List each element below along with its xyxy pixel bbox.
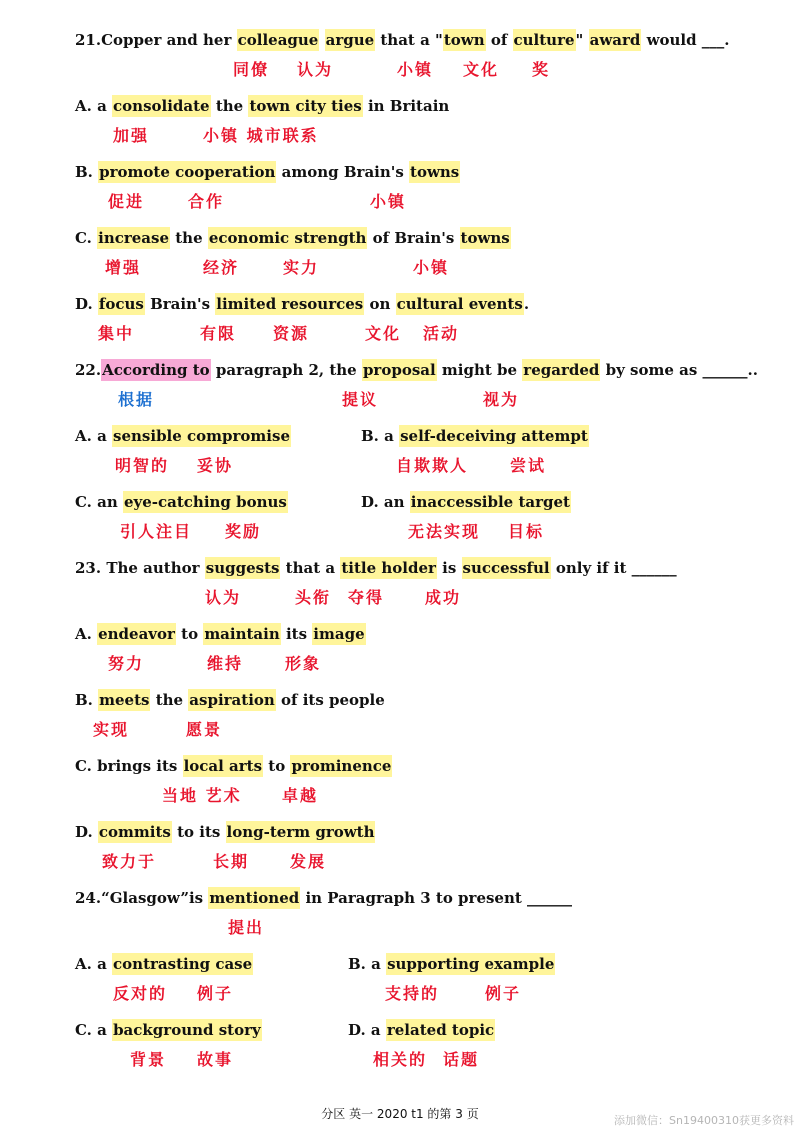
annotation-note: 支持的 <box>385 984 440 1003</box>
annotation-note: 发展 <box>290 852 327 871</box>
q24-option-d <box>348 1019 495 1041</box>
q24-stem <box>75 887 572 909</box>
text-run: by some as ______.. <box>600 361 758 379</box>
annotation-note: 认为 <box>297 60 334 79</box>
annotation-note: 提出 <box>228 918 265 937</box>
text-run: . <box>523 295 530 313</box>
annotation-note: 视为 <box>483 390 520 409</box>
text-run: in Paragraph 3 to present ______ <box>300 889 573 907</box>
highlighted-term: towns <box>410 163 460 181</box>
q22-option-b <box>361 425 589 447</box>
text-run: B. <box>75 163 99 181</box>
text-run: " <box>575 31 589 49</box>
text-run: only if it ______ <box>550 559 677 577</box>
text-run: 21.Copper and her <box>75 31 237 49</box>
text-run: of <box>485 31 513 49</box>
q23-option-c <box>75 755 392 777</box>
annotation-note: 形象 <box>285 654 322 673</box>
annotation-note: 小镇 城市联系 <box>203 126 319 145</box>
annotation-note: 相关的 <box>373 1050 428 1069</box>
annotation-note: 例子 <box>485 984 522 1003</box>
text-run: 22. <box>75 361 102 379</box>
highlighted-term: aspiration <box>189 691 275 709</box>
text-run: Brain's <box>144 295 216 313</box>
annotation-note: 无法实现 <box>408 522 481 541</box>
annotation-note: 文化 <box>463 60 500 79</box>
q22-stem <box>75 359 758 381</box>
highlighted-term: economic strength <box>208 229 367 247</box>
q24-option-a <box>75 953 253 975</box>
highlighted-term: cultural events <box>396 295 523 313</box>
annotation-note: 奖 <box>532 60 551 79</box>
highlighted-term: suggests <box>205 559 280 577</box>
text-run: paragraph 2, the <box>210 361 362 379</box>
annotation-note: 背景 <box>130 1050 167 1069</box>
annotation-note: 努力 <box>108 654 145 673</box>
annotation-note: 引人注目 <box>120 522 193 541</box>
annotation-note: 小镇 <box>397 60 434 79</box>
text-run: is <box>436 559 462 577</box>
annotation-note: 活动 <box>423 324 460 343</box>
annotation-note: 愿景 <box>186 720 223 739</box>
highlighted-term: long-term growth <box>226 823 375 841</box>
annotation-note: 根据 <box>118 390 155 409</box>
highlighted-term: endeavor <box>98 625 175 643</box>
text-run: the <box>210 97 249 115</box>
annotation-note: 夺得 <box>348 588 385 607</box>
text-run: A. a <box>75 97 113 115</box>
text-run: A. a <box>75 955 113 973</box>
highlighted-term: town city ties <box>249 97 362 115</box>
highlighted-term: meets <box>99 691 150 709</box>
highlighted-term: culture <box>513 31 575 49</box>
annotation-note: 增强 <box>105 258 142 277</box>
highlighted-term: related topic <box>386 1021 495 1039</box>
highlighted-term: background story <box>113 1021 261 1039</box>
highlighted-term: towns <box>460 229 510 247</box>
annotation-note: 目标 <box>508 522 545 541</box>
annotation-note: 经济 <box>203 258 240 277</box>
q22-option-d <box>361 491 571 513</box>
text-run: B. a <box>361 427 400 445</box>
annotation-note: 致力于 <box>102 852 157 871</box>
highlighted-term: maintain <box>204 625 280 643</box>
text-run: D. <box>75 295 98 313</box>
q23-option-d <box>75 821 375 843</box>
text-run: A. a <box>75 427 113 445</box>
highlighted-term: supporting example <box>387 955 555 973</box>
text-run: on <box>364 295 396 313</box>
highlighted-term: focus <box>98 295 144 313</box>
annotation-note: 促进 <box>108 192 145 211</box>
text-run: its <box>280 625 313 643</box>
annotation-note: 小镇 <box>370 192 407 211</box>
annotation-note: 卓越 <box>282 786 319 805</box>
text-run: 24.“Glasgow”is <box>75 889 209 907</box>
text-run: might be <box>436 361 523 379</box>
annotation-note: 资源 <box>273 324 310 343</box>
text-run: B. a <box>348 955 387 973</box>
annotation-note: 维持 <box>207 654 244 673</box>
q21-option-c <box>75 227 511 249</box>
highlighted-term: regarded <box>523 361 600 379</box>
highlighted-term: colleague <box>237 31 319 49</box>
annotation-note: 长期 <box>213 852 250 871</box>
highlighted-term: commits <box>98 823 171 841</box>
annotation-note: 集中 <box>98 324 135 343</box>
highlighted-term: inaccessible target <box>410 493 570 511</box>
text-run: C. brings its <box>75 757 183 775</box>
text-run: C. a <box>75 1021 113 1039</box>
annotation-note: 成功 <box>425 588 462 607</box>
text-run: D. <box>75 823 98 841</box>
annotation-note: 加强 <box>113 126 150 145</box>
highlighted-term: local arts <box>183 757 263 775</box>
text-run: D. a <box>348 1021 386 1039</box>
annotation-note: 妥协 <box>197 456 234 475</box>
text-run: to its <box>171 823 226 841</box>
text-run: A. <box>75 625 98 643</box>
highlighted-term: consolidate <box>113 97 210 115</box>
q21-option-a <box>75 95 449 117</box>
page-footer: 分区 英一 2020 t1 的第 3 页 <box>321 1107 479 1121</box>
annotation-note: 认为 <box>205 588 242 607</box>
annotation-note: 话题 <box>443 1050 480 1069</box>
highlighted-term: mentioned <box>209 889 300 907</box>
q23-option-a <box>75 623 366 645</box>
highlighted-term: image <box>313 625 365 643</box>
annotation-note: 合作 <box>188 192 225 211</box>
q21-option-d <box>75 293 529 315</box>
highlighted-term: prominence <box>291 757 392 775</box>
text-run: C. an <box>75 493 123 511</box>
annotation-note: 同僚 <box>233 60 270 79</box>
q24-option-c <box>75 1019 262 1041</box>
highlighted-term: sensible compromise <box>113 427 290 445</box>
annotation-note: 尝试 <box>510 456 547 475</box>
text-run: that a " <box>375 31 443 49</box>
q23-stem <box>75 557 677 579</box>
annotation-note: 实现 <box>93 720 130 739</box>
text-run: to <box>175 625 204 643</box>
text-run: D. an <box>361 493 410 511</box>
text-run: would ___. <box>641 31 730 49</box>
annotation-note: 例子 <box>197 984 234 1003</box>
annotation-note: 有限 <box>200 324 237 343</box>
annotation-note: 小镇 <box>413 258 450 277</box>
text-run: that a <box>280 559 341 577</box>
q24-option-b <box>348 953 555 975</box>
highlighted-term: contrasting case <box>113 955 253 973</box>
q21-stem <box>75 29 730 51</box>
annotation-note: 实力 <box>283 258 320 277</box>
pink-highlighted-term: According to <box>102 361 210 379</box>
text-run <box>319 31 324 49</box>
annotation-note: 明智的 <box>115 456 170 475</box>
text-run: 23. The author <box>75 559 205 577</box>
q21-option-b <box>75 161 460 183</box>
text-run: in Britain <box>362 97 450 115</box>
q22-option-a <box>75 425 291 447</box>
highlighted-term: promote cooperation <box>99 163 276 181</box>
highlighted-term: title holder <box>341 559 436 577</box>
highlighted-term: self-deceiving attempt <box>400 427 588 445</box>
text-run: of Brain's <box>367 229 460 247</box>
q23-option-b <box>75 689 385 711</box>
annotation-note: 反对的 <box>113 984 168 1003</box>
q22-option-c <box>75 491 288 513</box>
text-run: among Brain's <box>276 163 410 181</box>
annotation-note: 头衔 <box>295 588 332 607</box>
highlighted-term: argue <box>325 31 375 49</box>
highlighted-term: award <box>589 31 641 49</box>
watermark: 添加微信：Sn19400310获更多资料 <box>614 1114 794 1127</box>
annotation-note: 提议 <box>342 390 379 409</box>
annotation-note: 自欺欺人 <box>396 456 469 475</box>
highlighted-term: limited resources <box>216 295 364 313</box>
text-run: to <box>263 757 291 775</box>
highlighted-term: proposal <box>362 361 436 379</box>
text-run: the <box>150 691 189 709</box>
annotation-note: 故事 <box>197 1050 234 1069</box>
highlighted-term: eye-catching bonus <box>123 493 287 511</box>
text-run: B. <box>75 691 99 709</box>
annotation-note: 当地 艺术 <box>162 786 242 805</box>
annotation-note: 奖励 <box>225 522 262 541</box>
text-run: the <box>170 229 208 247</box>
annotation-note: 文化 <box>365 324 402 343</box>
highlighted-term: increase <box>98 229 170 247</box>
highlighted-term: successful <box>462 559 550 577</box>
highlighted-term: town <box>443 31 485 49</box>
text-run: of its people <box>275 691 385 709</box>
text-run: C. <box>75 229 98 247</box>
